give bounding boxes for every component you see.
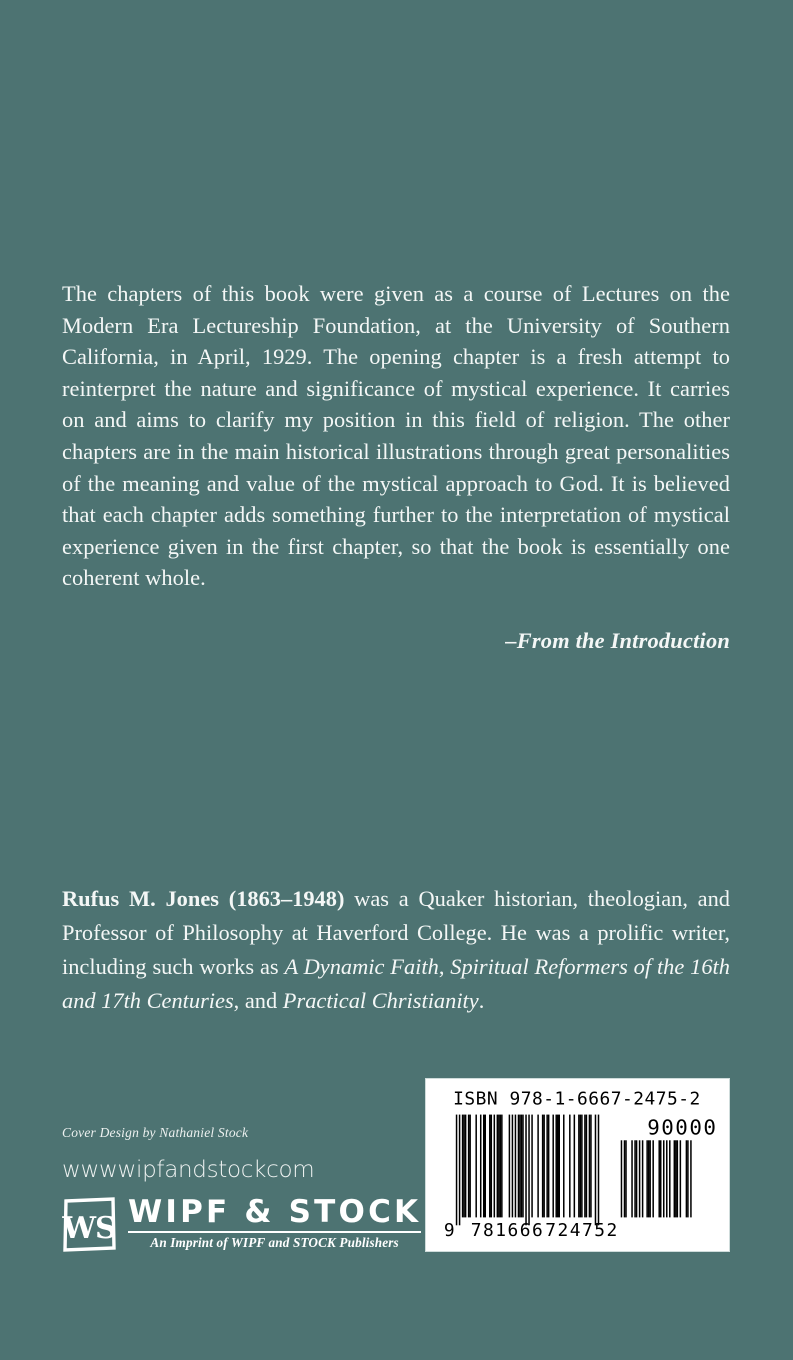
bio-separator-1: , <box>438 954 451 979</box>
blurb-attribution: –From the Introduction <box>505 628 730 653</box>
work-title-2: Spiritual Reformers of the 16th and 17th Centuries <box>62 954 730 1013</box>
work-title-1: A Dynamic Faith <box>284 954 439 979</box>
author-bio <box>62 882 730 1018</box>
svg-text:WS: WS <box>62 1211 116 1246</box>
cover-design-credit: Cover Design by Nathaniel Stock <box>62 1125 249 1140</box>
ws-monogram-icon <box>62 1196 117 1252</box>
svg-text:ISBN 978-1-6667-2475-2: ISBN 978-1-6667-2475-2 <box>453 1088 701 1110</box>
publisher-tagline: An Imprint of WIPF and STOCK Publishers <box>150 1235 399 1251</box>
publisher-website[interactable]: wwwwipfandstockcom <box>62 1157 315 1183</box>
publisher-logo <box>62 1193 422 1252</box>
blurb-text: The chapters of this book were given as a course of Lectures on the Modern Era Lectureship Foundation, at the University of Southern California, in April, 1929. The opening chapter is a fresh attempt to reinterpret the nature and significance of mystical experience. It carries on and aims to clarify my position in this field of religion. The other chapters are in the main historical illustrations through great personalities of the meaning and value of the mystical approach to God. It is believed that each chapter adds something further to the interpretation of mystical experience given in the first chapter, so that the book is essentially one coherent whole. <box>62 281 730 591</box>
publisher-logo-text <box>128 1193 422 1252</box>
blurb-paragraph <box>62 278 730 594</box>
svg-text:724752: 724752 <box>545 1220 619 1242</box>
author-name: Rufus M. Jones (1863–1948) <box>62 886 345 911</box>
work-title-3: Practical Christianity <box>282 988 479 1013</box>
author-bio-part1: was a Quaker historian, theologian, and Professor of Philosophy at Haverford College. He was a prolific writer, including such works as <box>62 886 731 979</box>
svg-text:9: 9 <box>443 1220 455 1242</box>
publisher-wordmark: WIPF & STOCK <box>128 1193 422 1230</box>
bio-separator-2: , and <box>233 988 283 1013</box>
bio-end-punctuation: . <box>478 988 485 1013</box>
author-bio-text <box>62 882 730 1018</box>
svg-text:90000: 90000 <box>647 1115 718 1140</box>
svg-text:781666: 781666 <box>470 1220 545 1242</box>
logo-divider <box>128 1231 421 1233</box>
isbn-barcode <box>425 1078 730 1252</box>
